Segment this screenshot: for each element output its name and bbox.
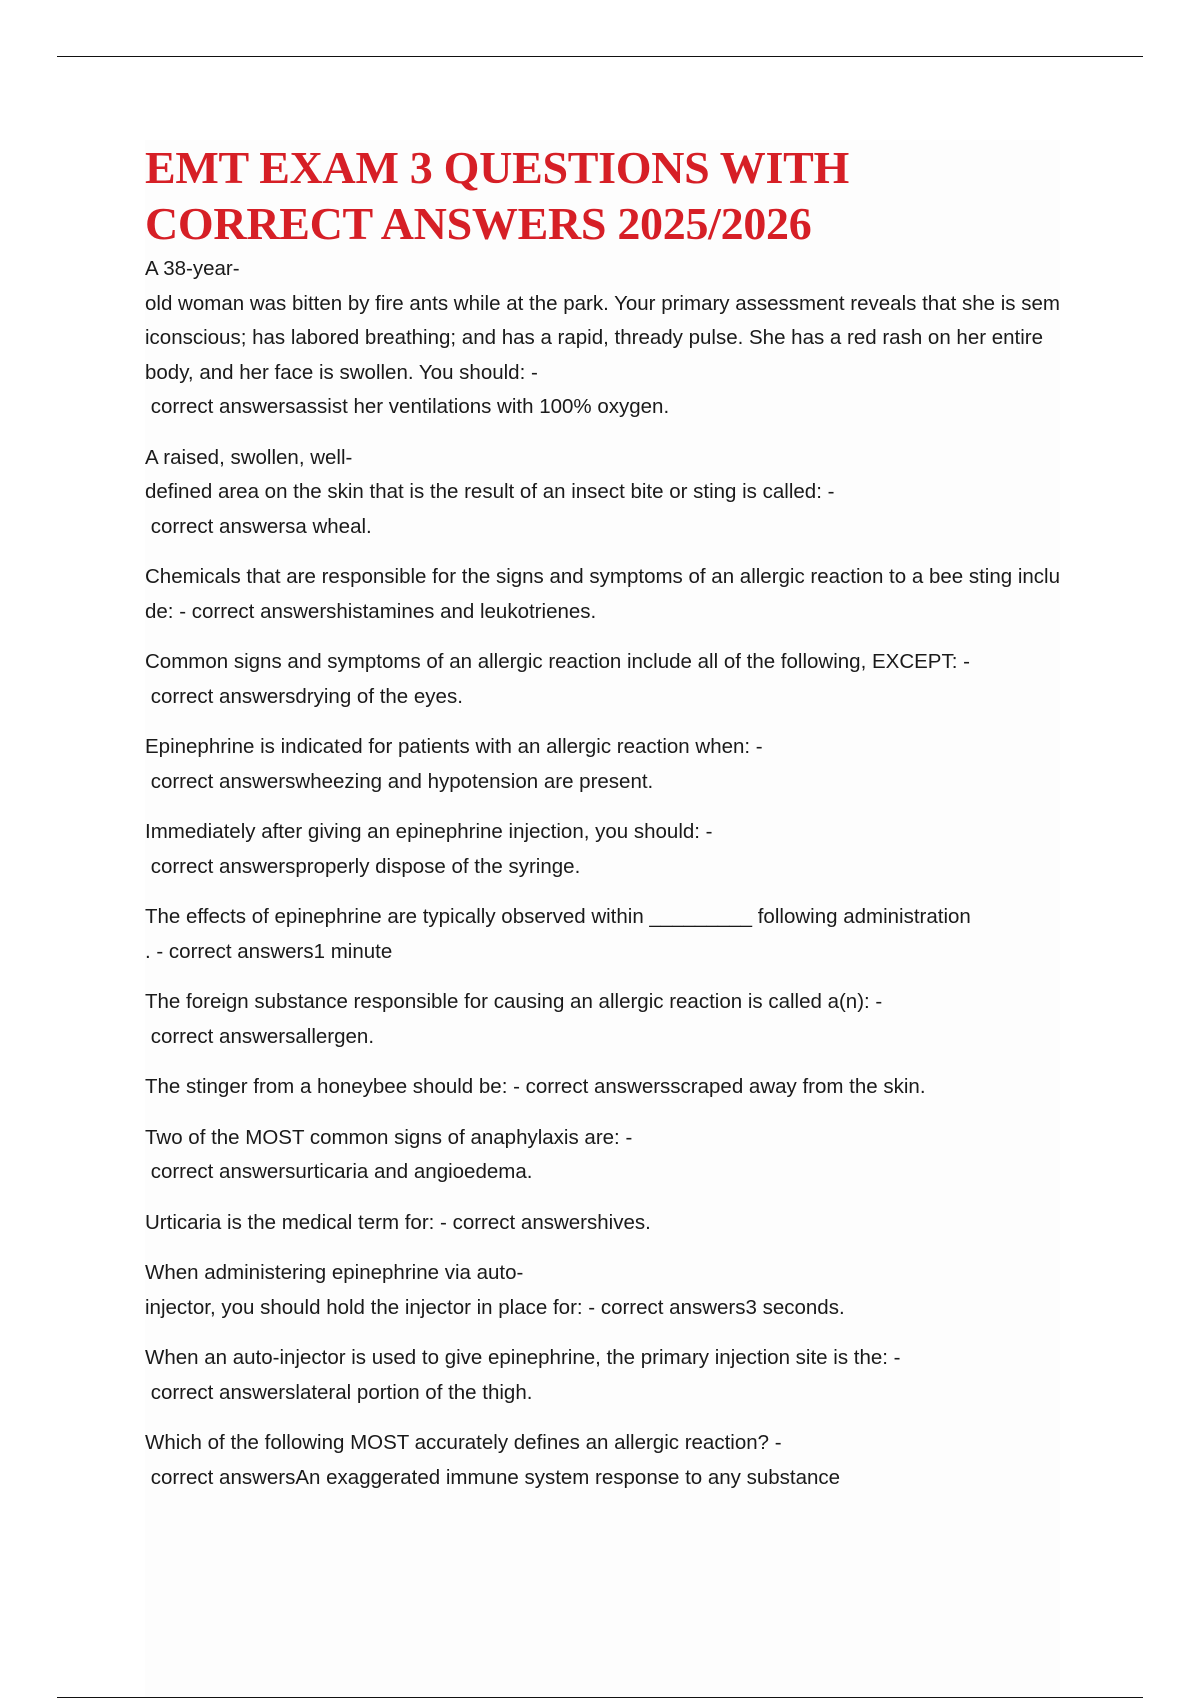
question-text: A raised, swollen, well- defined area on the skin that is the result of an insect bite or sting is called: -: [145, 445, 835, 503]
qa-item: [145, 900, 1060, 969]
qa-item: [145, 730, 1060, 799]
question-text: When an auto-injector is used to give epinephrine, the primary injection site is the: -: [145, 1346, 901, 1369]
question-text: Common signs and symptoms of an allergic reaction include all of the following, EXCEPT: -: [145, 650, 970, 673]
answer-text: correct answers3 seconds.: [600, 1295, 845, 1319]
question-text: Epinephrine is indicated for patients with an allergic reaction when: -: [145, 735, 763, 758]
footer-rule: [57, 1697, 1143, 1698]
answer-text: correct answers1 minute: [168, 939, 393, 963]
qa-item: [145, 1121, 1060, 1190]
answer-text: correct answersallergen.: [145, 1024, 375, 1048]
qa-item: [145, 560, 1060, 629]
qa-item: [145, 1426, 1060, 1495]
answer-text: correct answershistamines and leukotrienes.: [191, 599, 597, 623]
document-page: [145, 140, 1060, 1697]
answer-text: correct answersproperly dispose of the syringe.: [145, 854, 581, 878]
header-rule: [57, 56, 1143, 57]
answer-text: correct answersdrying of the eyes.: [145, 684, 463, 708]
qa-item: [145, 645, 1060, 714]
qa-item: [145, 1206, 1060, 1241]
answer-text: correct answersa wheal.: [145, 514, 372, 538]
question-text: Immediately after giving an epinephrine injection, you should: -: [145, 820, 713, 843]
answer-text: correct answerswheezing and hypotension are present.: [145, 769, 654, 793]
answer-text: correct answersurticaria and angioedema.: [145, 1160, 533, 1183]
qa-item: [145, 1070, 1060, 1105]
answer-text: correct answersassist her ventilations with 100% oxygen.: [145, 395, 670, 418]
question-text: Two of the MOST common signs of anaphylaxis are: -: [145, 1125, 633, 1149]
question-text: When administering epinephrine via auto- injector, you should hold the injector in place for: -: [145, 1261, 596, 1319]
qa-item: [145, 1256, 1060, 1325]
question-text: Chemicals that are responsible for the signs and symptoms of an allergic reaction to a bee sting include: -: [145, 565, 1061, 623]
answer-text: correct answersAn exaggerated immune system response to any substance: [145, 1465, 841, 1489]
answer-text: correct answerslateral portion of the thigh.: [145, 1380, 533, 1404]
answer-text: correct answershives.: [452, 1210, 651, 1234]
question-text: Urticaria is the medical term for: -: [145, 1210, 453, 1234]
qa-item: [145, 815, 1060, 884]
question-text: Which of the following MOST accurately defines an allergic reaction? -: [145, 1431, 782, 1454]
qa-list: [145, 252, 1060, 1495]
question-text: The effects of epinephrine are typically observed within _________ following administration . -: [145, 905, 971, 963]
qa-item: [145, 985, 1060, 1054]
question-text: A 38-year- old woman was bitten by fire ants while at the park. Your primary assessment reveals that she is semiconscious; has labored breathing; and has a rapid, thready pulse. She has a red rash on her entire body, and her face is swollen. You should: -: [145, 257, 1060, 384]
answer-text: correct answersscraped away from the skin.: [525, 1075, 926, 1098]
document-title: EMT EXAM 3 QUESTIONS WITH CORRECT ANSWERS 2025/2026: [145, 142, 849, 249]
question-text: The stinger from a honeybee should be: -: [145, 1075, 526, 1098]
qa-item: [145, 252, 1060, 425]
qa-item: [145, 441, 1060, 545]
qa-item: [145, 1341, 1060, 1410]
question-text: The foreign substance responsible for causing an allergic reaction is called a(n): -: [145, 990, 883, 1013]
